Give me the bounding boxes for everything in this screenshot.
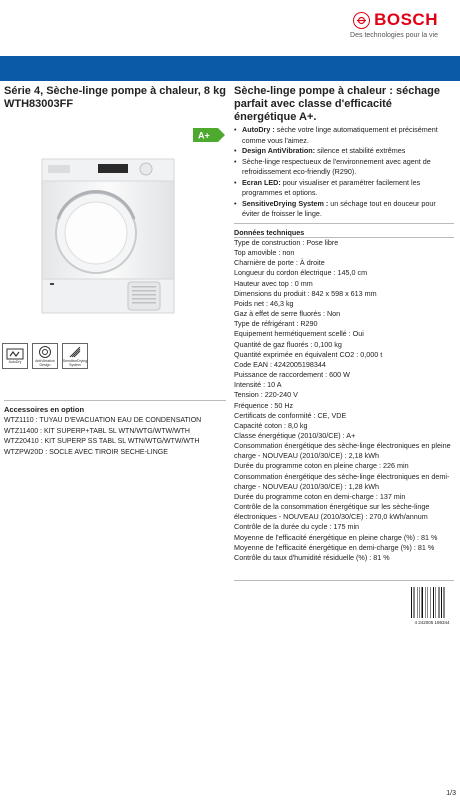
spec-row: Gaz à effet de serre fluorés : Non <box>234 309 341 319</box>
spec-row: Longueur du cordon électrique : 145,0 cm <box>234 268 368 278</box>
accessory-item: WTZ11400 : KIT SUPERP+TABL SL WTN/WTG/WTW/WTH <box>4 427 190 435</box>
spec-row: Moyenne de l'efficacité énergétique en demi-charge (%) : 81 % <box>234 542 435 552</box>
bosch-logo <box>353 10 438 30</box>
spec-row: Code EAN : 4242005198344 <box>234 359 326 369</box>
accessories-title: Accessoires en option <box>4 405 85 414</box>
spec-row: Certificats de conformité : CE, VDE <box>234 410 347 420</box>
feature-bold: SensitiveDrying System : <box>242 198 329 208</box>
spec-row: Poids net : 46,3 kg <box>234 298 294 308</box>
feature-icons <box>2 343 88 369</box>
spec-row: Durée du programme coton en demi-charge : 137 min <box>234 491 406 501</box>
icon-label: AntiVibration Design <box>35 359 55 367</box>
spec-list <box>234 238 454 563</box>
feature-text: un séchage tout en douceur pour éviter de froisser le linge. <box>242 198 436 218</box>
spec-row: Charnière de porte : À droite <box>234 258 325 268</box>
spec-row: Consommation énergétique des sèche-linge électroniques en demi-charge - NOUVEAU (2010/30/CE) : 1,28 kWh <box>234 471 450 491</box>
feature-item <box>234 199 454 220</box>
accessory-item: WTZ20410 : KIT SUPERP SS TABL SL WTN/WTG/WTW/WTH <box>4 438 200 445</box>
feature-bold: Ecran LED: <box>242 177 281 187</box>
barcode-bar <box>420 587 421 618</box>
feature-text: sèche votre linge automatiquement et précisément comme vous l'aimez. <box>242 125 438 145</box>
divider <box>234 580 454 581</box>
barcode-bar <box>428 587 429 618</box>
spec-row: Intensité : 10 A <box>234 380 282 390</box>
barcode-bar <box>441 587 442 618</box>
divider <box>234 223 454 224</box>
spec-row: Type de réfrigérant : R290 <box>234 319 318 329</box>
spec-row: Durée du programme coton en pleine charge : 226 min <box>234 461 409 471</box>
accessories-list <box>4 416 226 458</box>
barcode-bar <box>414 587 415 618</box>
barcode-bar <box>444 587 445 618</box>
product-model: WTH83003FF <box>4 98 74 110</box>
spec-row: Fréquence : 50 Hz <box>234 400 294 410</box>
feature-bold: Design AntiVibration: <box>242 146 316 155</box>
feature-text: pour visualiser et paramétrer facilement les programmes et options. <box>242 177 421 197</box>
icon-label: SensitiveDrying System <box>62 359 88 367</box>
barcode-bar <box>411 587 412 618</box>
accessory-item: WTZPW20D : SOCLE AVEC TIROIR SECHE-LINGE <box>4 448 168 456</box>
product-title-text: Série 4, Sèche-linge pompe à chaleur, 8 kg <box>4 85 226 97</box>
feature-item <box>234 146 454 157</box>
feature-text: Sèche-linge respectueux de l'environnement avec agent de refroidissement eco-friendly (R290). <box>242 156 431 176</box>
spec-row: Contrôle du taux d'humidité résiduelle (%) : 81 % <box>234 552 390 562</box>
icon-label: AutoDry <box>8 360 22 364</box>
spec-row: Hauteur avec top : 0 mm <box>234 278 313 288</box>
feature-item <box>234 178 454 199</box>
energy-class-text: A+ <box>198 130 210 141</box>
divider <box>4 400 226 401</box>
brand-tagline: Des technologies pour la vie <box>350 32 438 39</box>
spec-row: Equipement hermétiquement scellé : Oui <box>234 329 364 339</box>
spec-row: Quantité de gaz fluorés : 0,100 kg <box>234 339 342 349</box>
feature-item <box>234 125 454 146</box>
spec-row: Capacité coton : 8,0 kg <box>234 420 308 430</box>
page-number: 1/3 <box>446 790 456 797</box>
barcode-bar <box>417 587 418 618</box>
spec-row: Dimensions du produit : 842 x 598 x 613 mm <box>234 288 377 298</box>
spec-row: Top amovible : non <box>234 248 295 258</box>
barcode-bar <box>433 587 434 618</box>
dryer-photo <box>36 155 186 317</box>
antivibration-icon <box>32 343 58 369</box>
bosch-armature-icon <box>353 12 370 29</box>
spec-row: Moyenne de l'efficacité énergétique en pleine charge (%) : 81 % <box>234 532 438 542</box>
barcode-bar <box>422 587 424 618</box>
feature-item <box>234 157 454 178</box>
feature-text: silence et stabilité extrêmes <box>315 146 406 155</box>
header <box>0 0 460 56</box>
spec-row: Tension : 220-240 V <box>234 390 298 400</box>
energy-class-badge <box>193 128 225 142</box>
feature-list <box>234 125 454 220</box>
autodry-icon <box>2 343 28 369</box>
spec-row: Puissance de raccordement : 600 W <box>234 370 350 380</box>
brand-name: BOSCH <box>374 10 438 29</box>
feature-bold: AutoDry : <box>242 125 275 134</box>
spec-row: Consommation énergétique des sèche-linge électroniques en pleine charge - NOUVEAU (2010/30/CE) : 2,18 kWh <box>234 441 451 461</box>
sensitive-drying-icon <box>62 343 88 369</box>
spec-row: Type de construction : Pose libre <box>234 238 339 247</box>
barcode-bar <box>439 587 440 618</box>
spec-row: Contrôle de la consommation énergétique sur les sèche-linge électroniques - NOUVEAU (2010/30/CE) : 270,0 kWh/annum <box>234 502 430 522</box>
product-headline: Sèche-linge pompe à chaleur : séchage parfait avec classe d'efficacité énergétique A+. <box>234 85 441 123</box>
barcode-bar <box>436 587 437 618</box>
barcode-number: 4 242005 198344 <box>414 620 450 625</box>
spec-row: Contrôle de la durée du cycle : 175 min <box>234 522 360 532</box>
product-title <box>4 85 226 111</box>
tech-title: Données techniques <box>234 228 305 237</box>
spec-row: Classe énergétique (2010/30/CE) : A+ <box>234 430 356 440</box>
barcode-bar <box>425 587 426 618</box>
accessory-item: WTZ1110 : TUYAU D'EVACUATION EAU DE CONDENSATION <box>4 417 202 424</box>
barcode <box>410 586 454 626</box>
spec-row: Quantité exprimée en équivalent CO2 : 0,000 t <box>234 349 383 359</box>
barcode-bar <box>431 587 432 618</box>
header-band <box>0 56 460 81</box>
